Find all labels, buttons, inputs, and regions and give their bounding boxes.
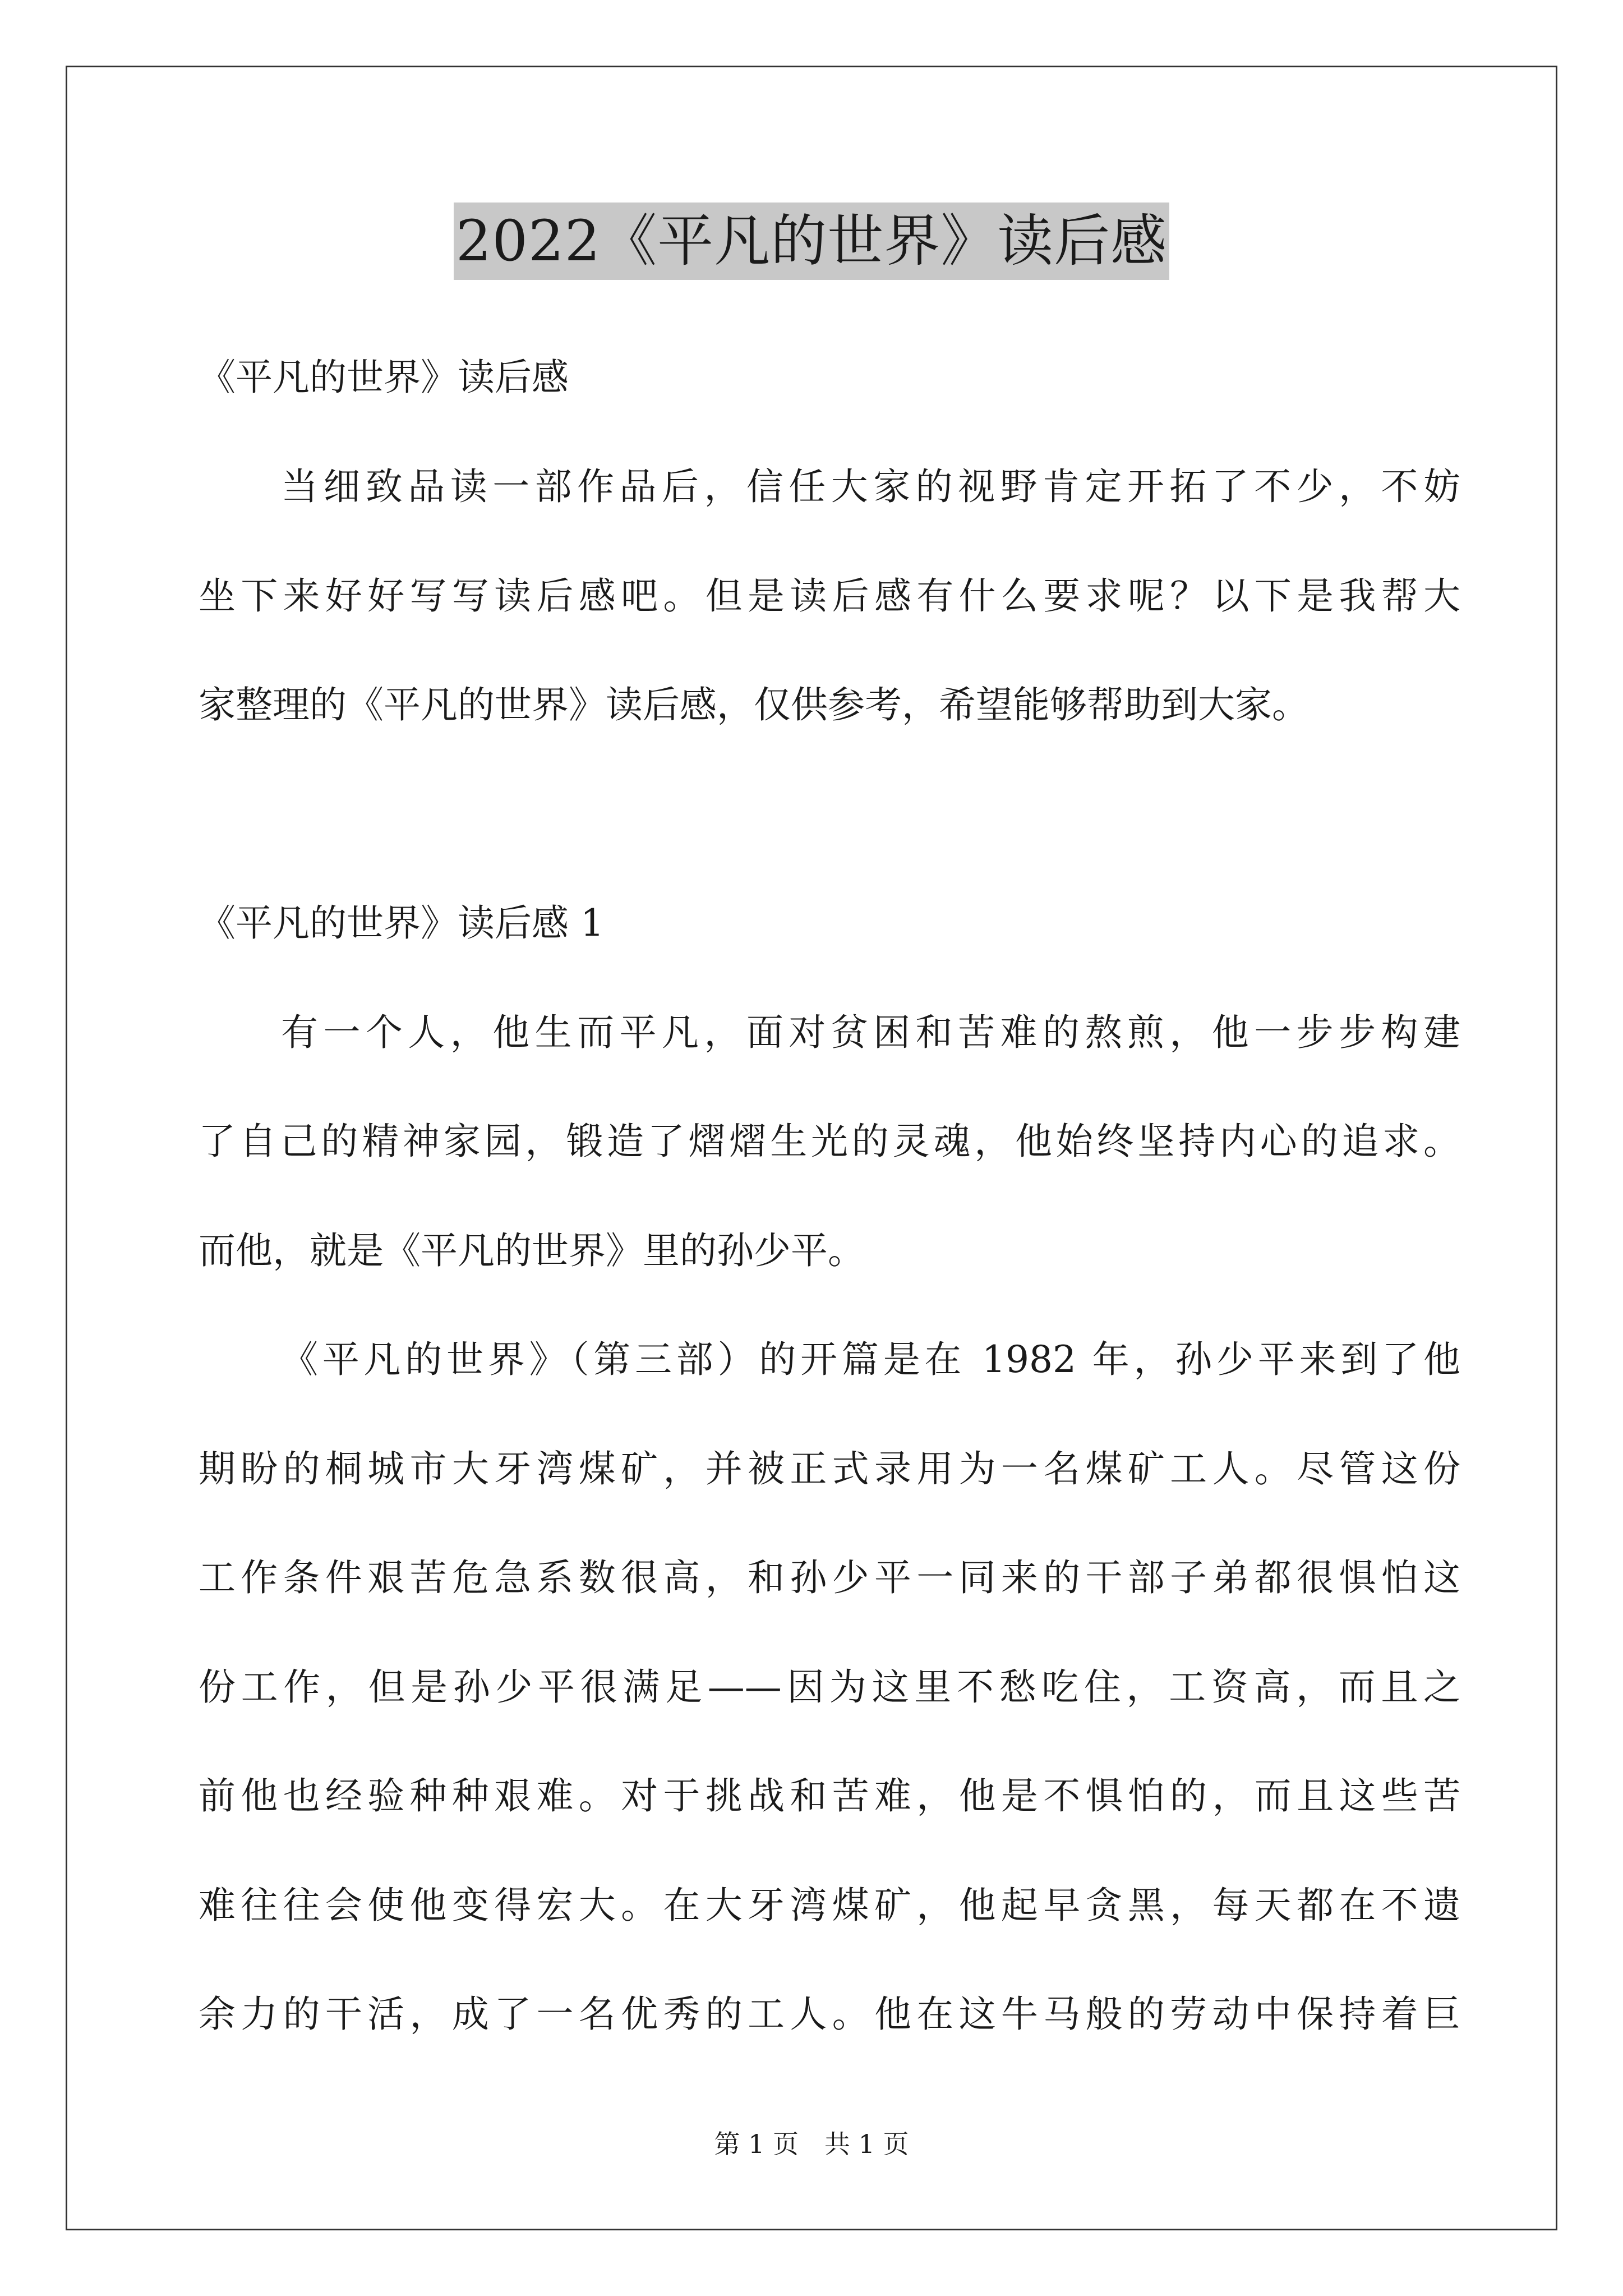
paragraph-line: 有一个人，他生而平凡，面对贫困和苦难的熬煎，他一步步构建 [281, 1011, 1460, 1054]
paragraph-line: 工作条件艰苦危急系数很高，和孙少平一同来的干部子弟都很惧怕这 [199, 1556, 1460, 1599]
page-footer: 第 1 页 共 1 页 [714, 2129, 909, 2159]
subtitle: 《平凡的世界》读后感 [199, 356, 569, 399]
paragraph-line: 份工作，但是孙少平很满足——因为这里不愁吃住，工资高，而且之 [199, 1665, 1460, 1709]
document-title: 2022《平凡的世界》读后感 [454, 203, 1170, 280]
paragraph-line: 难往往会使他变得宏大。在大牙湾煤矿，他起早贪黑，每天都在不遗 [199, 1884, 1460, 1927]
title-container [0, 203, 1623, 280]
paragraph-line: 而他，就是《平凡的世界》里的孙少平。 [199, 1229, 865, 1272]
paragraph-line: 余力的干活，成了一名优秀的工人。他在这牛马般的劳动中保持着巨 [199, 1993, 1460, 2036]
intro-line: 坐下来好好写写读后感吧。但是读后感有什么要求呢？以下是我帮大 [199, 574, 1460, 618]
section-heading: 《平凡的世界》读后感 1 [199, 901, 604, 945]
intro-line: 家整理的《平凡的世界》读后感，仅供参考，希望能够帮助到大家。 [199, 683, 1309, 726]
paragraph-line: 《平凡的世界》（第三部）的开篇是在 1982 年，孙少平来到了他 [281, 1338, 1460, 1381]
paragraph-line: 期盼的桐城市大牙湾煤矿，并被正式录用为一名煤矿工人。尽管这份 [199, 1447, 1460, 1490]
intro-line: 当细致品读一部作品后，信任大家的视野肯定开拓了不少，不妨 [281, 465, 1460, 508]
paragraph-line: 前他也经验种种艰难。对于挑战和苦难，他是不惧怕的，而且这些苦 [199, 1774, 1460, 1818]
paragraph-line: 了自己的精神家园，锻造了熠熠生光的灵魂，他始终坚持内心的追求。 [199, 1120, 1460, 1163]
